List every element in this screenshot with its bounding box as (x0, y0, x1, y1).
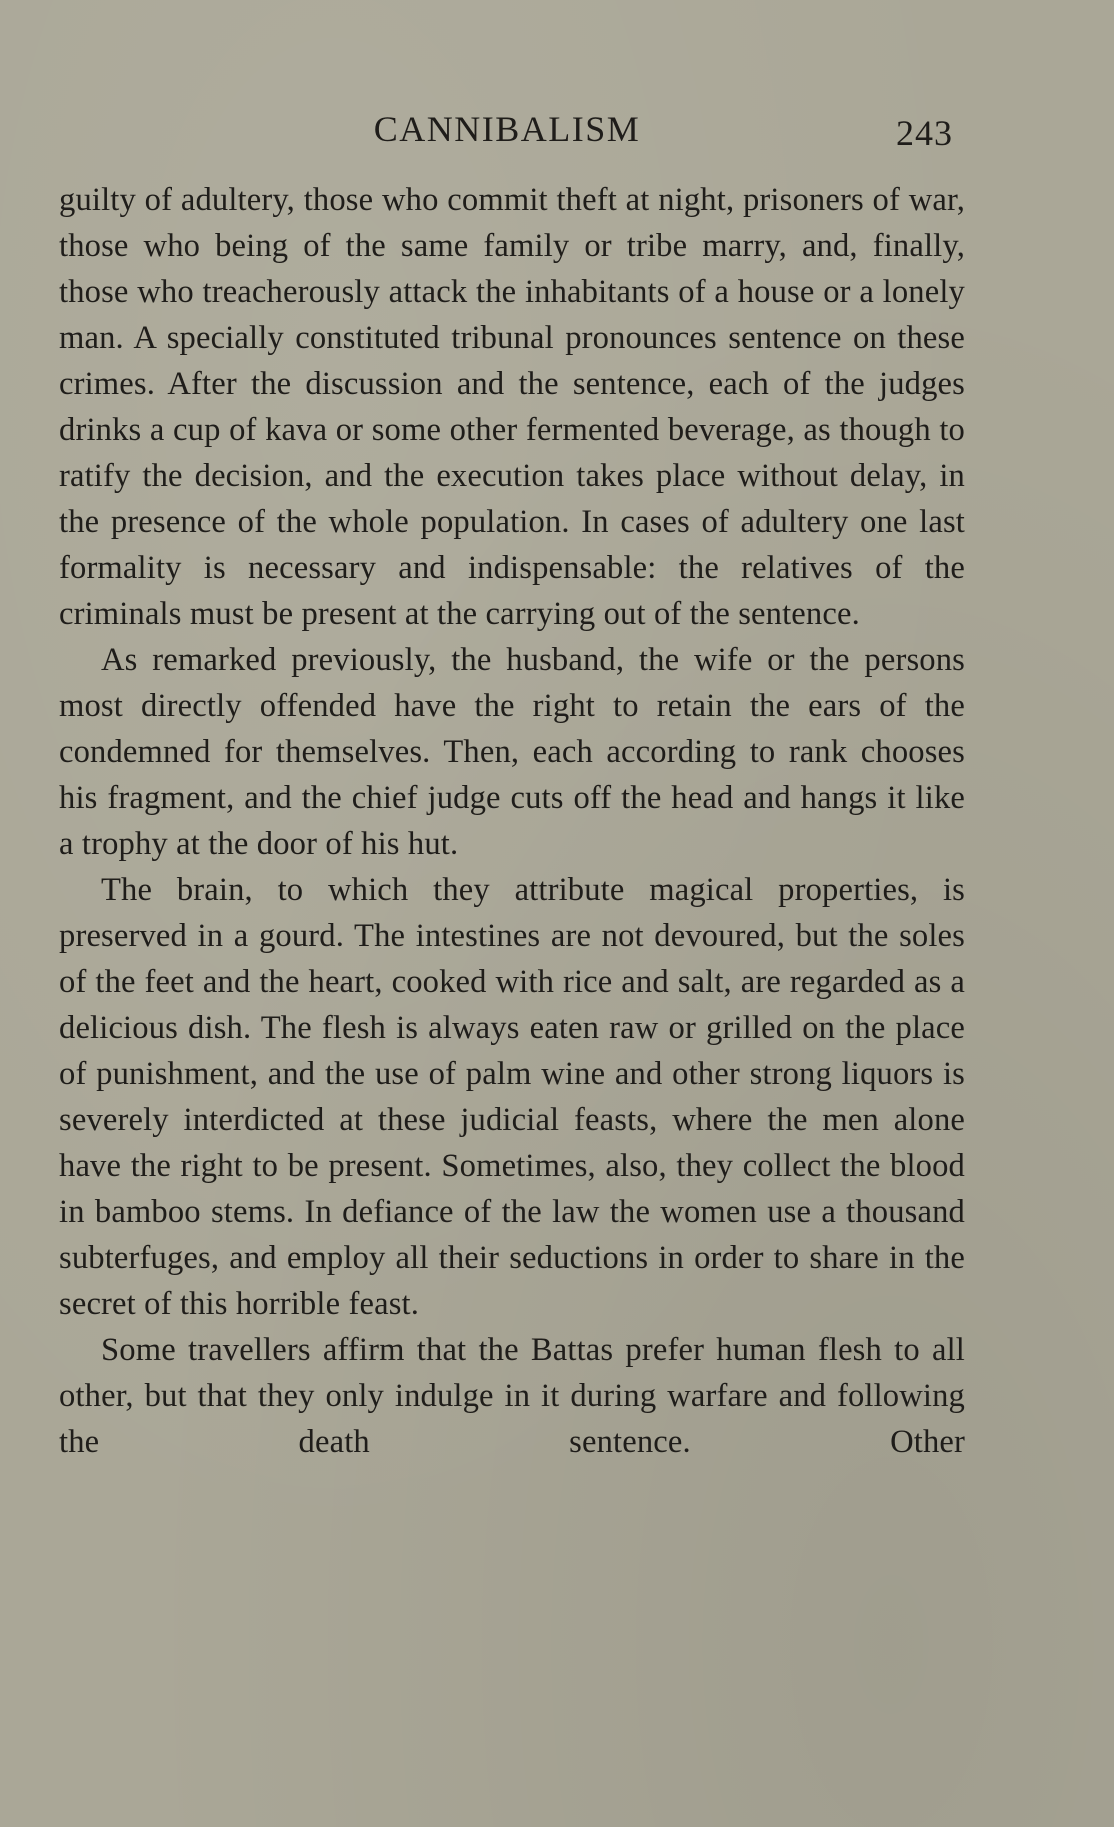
running-title: CANNIBALISM (373, 109, 641, 149)
page-number: 243 (896, 113, 953, 153)
paragraph-1: guilty of adultery, those who commit theft at night, prisoners of war, those who being of the same family or tribe marry, and, finally, those who treacherously attack the inhabitants of a house or a lonely man. A specially constituted tribunal pronounces sentence on these crimes. After the discussion and the sentence, each of the judges drinks a cup of kava or some other fermented beverage, as though to ratify the decision, and the execution takes place without delay, in the presence of the whole population. In cases of adultery one last formality is necessary and indispensable: the relatives of the criminals must be present at the carrying out of the sentence. (59, 182, 965, 632)
running-head (0, 104, 1114, 154)
paragraph-4: Some travellers affirm that the Battas prefer human flesh to all other, but that they only indulge in it during warfare and following the death sentence. Other (59, 1332, 965, 1460)
body-text (59, 177, 965, 1465)
paragraph-2: As remarked previously, the husband, the wife or the persons most directly offended have the right to retain the ears of the condemned for themselves. Then, each according to rank chooses his fragment, and the chief judge cuts off the head and hangs it like a trophy at the door of his hut. (59, 642, 965, 862)
paragraph-3: The brain, to which they attribute magical properties, is preserved in a gourd. The intestines are not devoured, but the soles of the feet and the heart, cooked with rice and salt, are regarded as a delicious dish. The flesh is always eaten raw or grilled on the place of punishment, and the use of palm wine and other strong liquors is severely interdicted at these judicial feasts, where the men alone have the right to be present. Sometimes, also, they collect the blood in bamboo stems. In defiance of the law the women use a thousand subterfuges, and employ all their seductions in order to share in the secret of this horrible feast. (59, 872, 965, 1322)
